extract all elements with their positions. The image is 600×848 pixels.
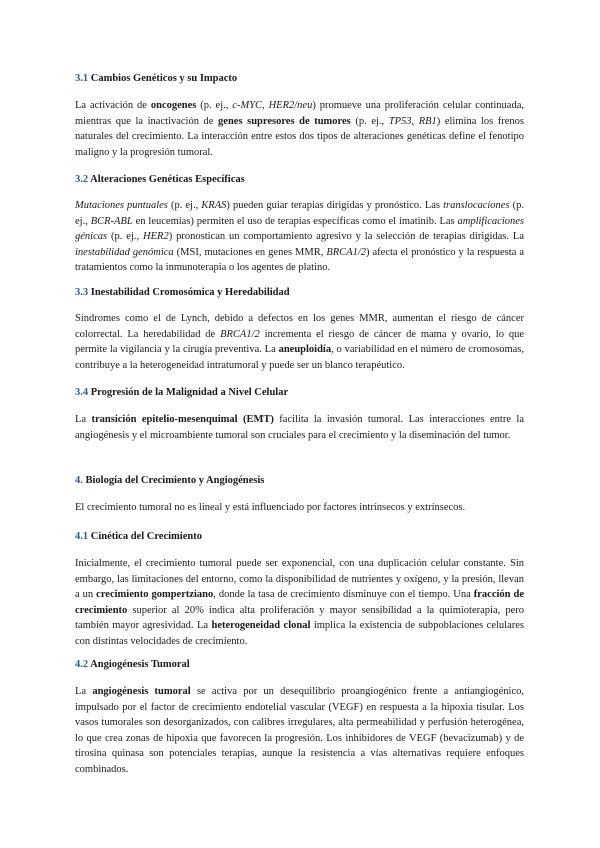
section-paragraph-4 (75, 500, 465, 516)
italic-term: translocaciones (443, 200, 510, 211)
text-run: superior al 20% indica alta proliferación y mayor sensibilidad a la quimioterapia, pero también mayor agresividad. La (75, 604, 524, 632)
italic-term: KRAS (201, 200, 227, 211)
section-title: Angiogénesis Tumoral (90, 659, 190, 670)
section-number: 3.4 (75, 387, 89, 398)
section-number: 3.2 (75, 174, 89, 185)
section-heading-3-3 (75, 286, 290, 300)
text-run: (p. ej., (350, 115, 389, 127)
text-run: en leucemias) permiten el uso de terapias específicas como el imatinib. Las (132, 215, 458, 227)
text-run: , o variabilidad en el número de cromosomas, contribuye a la heterogeneidad intratumoral y puede ser un blanco terapéutico. (75, 344, 524, 371)
section-heading-4-2 (75, 658, 190, 672)
text-run: ) elimina los frenos naturales del crecimiento. La interacción entre estos dos tipos de alteraciones genéticas define el fenotipo maligno y la progresión tumoral. (75, 115, 525, 158)
text-run: facilita la invasión tumoral. Las interacciones entre la angiogénesis y el microambiente tumoral son cruciales para el crecimiento y la diseminación del tumor. (75, 414, 525, 441)
section-paragraph-3-1 (75, 98, 524, 160)
text-run: El crecimiento tumoral no es lineal y está influenciado por factores intrínsecos y extrínsecos. (75, 502, 466, 513)
text-run: (p. ej., (75, 200, 524, 227)
italic-term: inestabilidad genómica (75, 246, 174, 258)
bold-term: angiogénesis tumoral (92, 686, 191, 697)
section-paragraph-3-4 (75, 412, 524, 443)
section-paragraph-4-2 (75, 684, 524, 778)
italic-term: BRCA1/2 (220, 328, 260, 340)
text-run: (MSI, mutaciones en genes MMR, (173, 246, 327, 258)
text-run: se activa por un desequilibrio proangiogénico frente a antiangiogénico, impulsado por el factor de crecimiento endotelial vascular (VEGF) en respuesta a la hipoxia tisular. Los vasos tumorales son desorganizados, con calibres irregulares, alta permeabilidad y perfusión heterogénea, lo que crea zonas de hipoxia que favorecen la progresión. Los inhibidores de VEGF (bevacizumab) y de tirosina quinasa son potenciales terapias, aunque la resistencia a vías alternativas requiere enfoques combinados. (75, 686, 525, 775)
section-number: 4. (75, 475, 83, 486)
section-title: Progresión de la Malignidad a Nivel Celular (90, 387, 289, 398)
section-heading-3-1 (75, 72, 237, 86)
italic-term: BRCA1/2 (326, 246, 367, 258)
bold-term: heterogeneidad clonal (211, 620, 311, 632)
italic-term: HER2 (143, 231, 169, 243)
section-number: 4.2 (75, 659, 89, 670)
text-run: La (75, 686, 93, 697)
text-run: La activación de (75, 100, 151, 111)
text-run: (p. ej., (196, 100, 233, 111)
bold-term: oncogenes (150, 100, 197, 111)
bold-term: transición epitelio-mesenquimal (EMT) (91, 414, 274, 425)
bold-term: fracción de crecimiento (75, 589, 524, 616)
section-title: Alteraciones Genéticas Específicas (90, 174, 245, 185)
text-run: ) pronostican un comportamiento agresivo y la selección de terapias dirigidas. La (168, 231, 525, 243)
section-number: 3.3 (75, 287, 89, 298)
italic-term: Mutaciones puntuales (75, 200, 168, 211)
text-run: (p. ej., (167, 200, 202, 211)
text-run: La (75, 414, 92, 425)
italic-term: c-MYC, HER2/neu (232, 100, 313, 111)
text-run: , donde la tasa de crecimiento disminuye con el tiempo. Una (213, 589, 474, 601)
section-number: 4.1 (75, 531, 89, 542)
text-run: ) afecta el pronóstico y la respuesta a tratamientos como la inmunoterapia o los agentes de platino. (75, 246, 525, 274)
section-paragraph-3-2 (75, 198, 524, 276)
bold-term: aneuploidía (278, 344, 332, 356)
text-run: Síndromes como el de Lynch, debido a defectos en los genes MMR, aumentan el riesgo de cáncer colorrectal. La heredabilidad de (75, 313, 524, 340)
section-title: Cambios Genéticos y su Impacto (90, 73, 238, 84)
italic-term: amplificaciones génicas (75, 215, 525, 243)
text-run: ) promueve una proliferación celular continuada, mientras que la inactivación de (75, 100, 524, 127)
section-title: Biología del Crecimiento y Angiogénesis (85, 475, 265, 486)
italic-term: BCR-ABL (90, 215, 133, 227)
section-heading-4-1 (75, 530, 202, 544)
italic-term: TP53, RB1 (388, 115, 437, 127)
bold-term: crecimiento gompertziano (96, 589, 214, 601)
text-run: ) pueden guiar terapias dirigidas y pronóstico. Las (226, 200, 444, 211)
text-run: Inicialmente, el crecimiento tumoral puede ser exponencial, con una duplicación celular constante. Sin embargo, las limitaciones del entorno, como la disponibilidad de nutrientes y oxígeno, y la presión, llevan a un (75, 558, 524, 601)
section-paragraph-3-3 (75, 311, 524, 373)
section-heading-3-2 (75, 173, 245, 187)
section-paragraph-4-1 (75, 556, 524, 650)
section-title: Cinética del Crecimiento (90, 531, 202, 542)
bold-term: genes supresores de tumores (218, 115, 351, 127)
section-number: 3.1 (75, 73, 89, 84)
text-run: implica la existencia de subpoblaciones celulares con distintas velocidades de crecimiento. (75, 620, 524, 647)
section-heading-4 (75, 474, 264, 488)
text-run: (p. ej., (107, 231, 144, 243)
section-title: Inestabilidad Cromosómica y Heredabilidad (90, 287, 290, 298)
text-run: incrementa el riesgo de cáncer de mama y ovario, lo que permite la vigilancia y la cirugía preventiva. La (75, 328, 524, 356)
section-heading-3-4 (75, 386, 288, 400)
